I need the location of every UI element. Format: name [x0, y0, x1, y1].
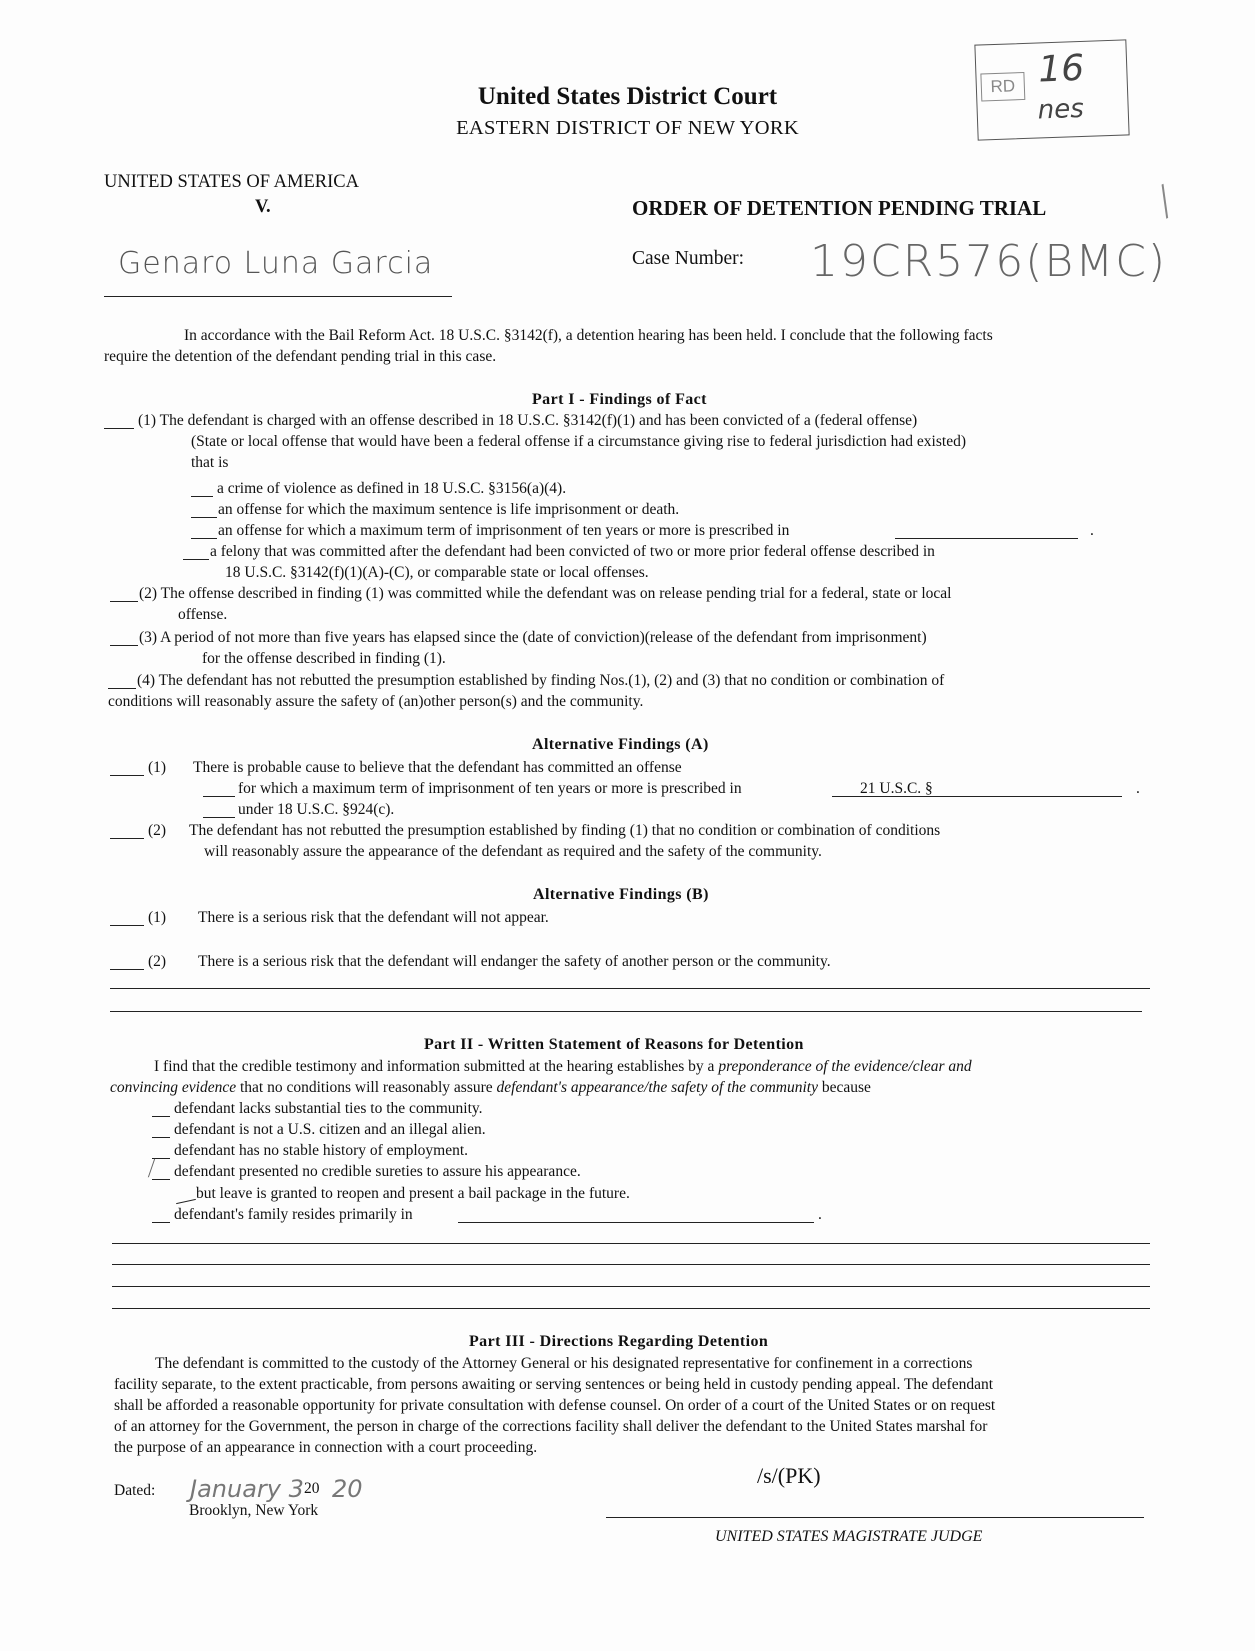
- part-2-standard-italic: preponderance of the evidence/clear and: [718, 1058, 972, 1075]
- part-2-line-1-text: I find that the credible testimony and information submitted at the hearing establishes by a: [154, 1058, 719, 1075]
- alt-b-2-blank: [110, 969, 144, 970]
- alt-a-1-number: (1): [148, 759, 167, 776]
- part-2-assurance-italic: defendant's appearance/the safety of the community: [496, 1079, 818, 1096]
- received-stamp: [974, 39, 1129, 140]
- dated-handwritten-month: January 3: [190, 1475, 304, 1503]
- alt-a-1-blank: [110, 775, 144, 776]
- alt-b-rule-2: [110, 1011, 1142, 1012]
- reason-2-text: defendant is not a U.S. citizen and an illegal alien.: [174, 1121, 486, 1138]
- case-number-handwritten: 19CR576(BMC): [810, 236, 1168, 287]
- part-2-rule-2: [112, 1264, 1150, 1265]
- part-3-line-2: facility separate, to the extent practicable, from persons awaiting or serving sentences or being held in custody pending appeal. The defendant: [114, 1376, 994, 1393]
- reason-5-check-mark: [176, 1199, 196, 1204]
- part-2-because: because: [817, 1079, 871, 1096]
- alt-b-2-text: There is a serious risk that the defendant will endanger the safety of another person or the community.: [198, 953, 831, 970]
- dated-place: Brooklyn, New York: [189, 1502, 319, 1519]
- sub-a-text: a crime of violence as defined in 18 U.S.C. §3156(a)(4).: [217, 480, 567, 497]
- intro-line-1: In accordance with the Bail Reform Act. 18 U.S.C. §3142(f), a detention hearing has been held. I conclude that the following facts: [184, 327, 993, 344]
- dated-handwritten-year: 20: [332, 1475, 363, 1503]
- part-2-heading: Part II - Written Statement of Reasons for Detention: [424, 1036, 804, 1053]
- alt-a-1-text: There is probable cause to believe that the defendant has committed an offense: [193, 759, 682, 776]
- versus-label: V.: [255, 197, 271, 217]
- finding-4-line-2: conditions will reasonably assure the safety of (an)other person(s) and the community.: [108, 693, 644, 710]
- part-3-line-1: The defendant is committed to the custody of the Attorney General or his designated representative for confinement in a corrections: [155, 1355, 973, 1372]
- finding-1-line-3: that is: [191, 454, 229, 471]
- sub-c-text: an offense for which a maximum term of imprisonment of ten years or more is prescribed in: [218, 522, 790, 539]
- part-1-heading: Part I - Findings of Fact: [532, 391, 707, 408]
- alt-a-1a-text: for which a maximum term of imprisonment of ten years or more is prescribed in: [238, 780, 742, 797]
- alt-a-2-line-1: The defendant has not rebutted the presumption established by finding (1) that no condition or combination of conditions: [189, 822, 941, 839]
- alt-a-1a-blank: [203, 796, 235, 797]
- alt-b-2-number: (2): [148, 953, 167, 970]
- plaintiff-name: UNITED STATES OF AMERICA: [104, 172, 359, 192]
- part-2-rule-1: [112, 1243, 1150, 1244]
- reason-6-blank: [152, 1222, 170, 1223]
- sub-d-blank: [183, 559, 209, 560]
- defendant-handwritten-name: Genaro Luna Garcia: [118, 246, 434, 281]
- alt-b-heading: Alternative Findings (B): [533, 886, 709, 903]
- reason-4-check-mark: ⁄: [147, 1156, 157, 1183]
- alt-b-1-text: There is a serious risk that the defendant will not appear.: [198, 909, 549, 926]
- reason-2-blank: [152, 1137, 170, 1138]
- finding-2-line-2: offense.: [178, 606, 228, 623]
- alt-a-1b-blank: [203, 817, 235, 818]
- alt-a-1a-fill: 21 U.S.C. §: [860, 780, 933, 797]
- finding-4-blank: [108, 688, 136, 689]
- part-2-convincing-italic: convincing evidence: [110, 1079, 237, 1096]
- alt-b-1-number: (1): [148, 909, 167, 926]
- reason-6-fill-line: [458, 1222, 814, 1223]
- part-2-line-1: [154, 1058, 972, 1076]
- part-2-rule-3: [112, 1286, 1150, 1287]
- reason-3-blank: [152, 1158, 170, 1159]
- reason-6-period: .: [818, 1206, 822, 1223]
- signature-conformed: /s/(PK): [757, 1463, 821, 1488]
- sub-c-blank: [191, 538, 217, 539]
- finding-4-line-1: (4) The defendant has not rebutted the presumption established by finding Nos.(1), (2) and (3) that no condition or combination of: [137, 672, 945, 689]
- finding-2-line-1: (2) The offense described in finding (1) was committed while the defendant was on release pending trial for a federal, state or local: [139, 585, 952, 602]
- alt-b-1-blank: [110, 925, 144, 926]
- reason-1-text: defendant lacks substantial ties to the community.: [174, 1100, 483, 1117]
- finding-1-line-2: (State or local offense that would have been a federal offense if a circumstance giving rise to federal jurisdiction had existed): [191, 433, 966, 450]
- sub-d-line-2: 18 U.S.C. §3142(f)(1)(A)-(C), or comparable state or local offenses.: [225, 564, 649, 581]
- alt-a-2-line-2: will reasonably assure the appearance of the defendant as required and the safety of the community.: [204, 843, 822, 860]
- signature-line: [606, 1517, 1144, 1518]
- part-3-line-3: shall be afforded a reasonable opportunity for private consultation with defense counsel. On order of a court of the United States or on request: [114, 1397, 996, 1414]
- alt-a-1b-text: under 18 U.S.C. §924(c).: [238, 801, 395, 818]
- finding-1-blank: [104, 428, 134, 429]
- signer-title: UNITED STATES MAGISTRATE JUDGE: [715, 1528, 983, 1545]
- stamp-handwritten-number: 16: [1037, 47, 1085, 91]
- part-3-line-4: of an attorney for the Government, the person in charge of the corrections facility shall deliver the defendant to the United States marshal for: [114, 1418, 988, 1435]
- reason-3-text: defendant has no stable history of employment.: [174, 1142, 469, 1159]
- alt-a-2-number: (2): [148, 822, 167, 839]
- finding-3-line-1: (3) A period of not more than five years has elapsed since the (date of conviction)(release of the defendant from imprisonment): [139, 629, 927, 646]
- part-2-line-2-text: that no conditions will reasonably assure: [236, 1079, 497, 1096]
- sub-c-fill-line: [895, 538, 1078, 539]
- part-2-line-2: [110, 1079, 871, 1097]
- finding-3-line-2: for the offense described in finding (1).: [202, 650, 446, 667]
- finding-2-blank: [110, 601, 138, 602]
- dated-label: Dated:: [114, 1482, 156, 1499]
- sub-a-blank: [191, 496, 213, 497]
- reason-5-text: but leave is granted to reopen and present a bail package in the future.: [196, 1185, 630, 1202]
- reason-6-text: defendant's family resides primarily in: [174, 1206, 413, 1223]
- stamp-rd-label: RD: [980, 72, 1025, 102]
- case-number-label: Case Number:: [632, 248, 745, 269]
- sub-b-text: an offense for which the maximum sentence is life imprisonment or death.: [218, 501, 680, 518]
- part-3-line-5: the purpose of an appearance in connection with a court proceeding.: [114, 1439, 538, 1456]
- alt-a-heading: Alternative Findings (A): [532, 736, 709, 753]
- part-2-rule-4: [112, 1308, 1150, 1309]
- sub-d-line-1: a felony that was committed after the defendant had been convicted of two or more prior federal offense described in: [210, 543, 935, 560]
- part-3-heading: Part III - Directions Regarding Detention: [469, 1333, 769, 1350]
- sub-b-blank: [191, 517, 217, 518]
- reason-4-text: defendant presented no credible sureties to assure his appearance.: [174, 1163, 581, 1180]
- alt-a-2-blank: [110, 838, 144, 839]
- checkmark-scribble: /: [1148, 177, 1181, 225]
- court-district: EASTERN DISTRICT OF NEW YORK: [456, 117, 799, 139]
- alt-b-rule-1: [110, 988, 1150, 989]
- court-title: United States District Court: [477, 83, 778, 110]
- reason-1-blank: [152, 1116, 170, 1117]
- alt-a-1a-period: .: [1136, 780, 1140, 797]
- sub-c-period: .: [1090, 522, 1094, 539]
- finding-3-blank: [110, 645, 138, 646]
- defendant-name-line: [104, 296, 452, 297]
- stamp-handwritten-initials: nes: [1037, 93, 1085, 126]
- dated-century: 20: [304, 1480, 320, 1497]
- intro-line-2: require the detention of the defendant pending trial in this case.: [104, 348, 497, 365]
- finding-1-line-1: (1) The defendant is charged with an offense described in 18 U.S.C. §3142(f)(1) and has been convicted of a (federal offense): [138, 412, 918, 429]
- order-title: ORDER OF DETENTION PENDING TRIAL: [632, 196, 1047, 220]
